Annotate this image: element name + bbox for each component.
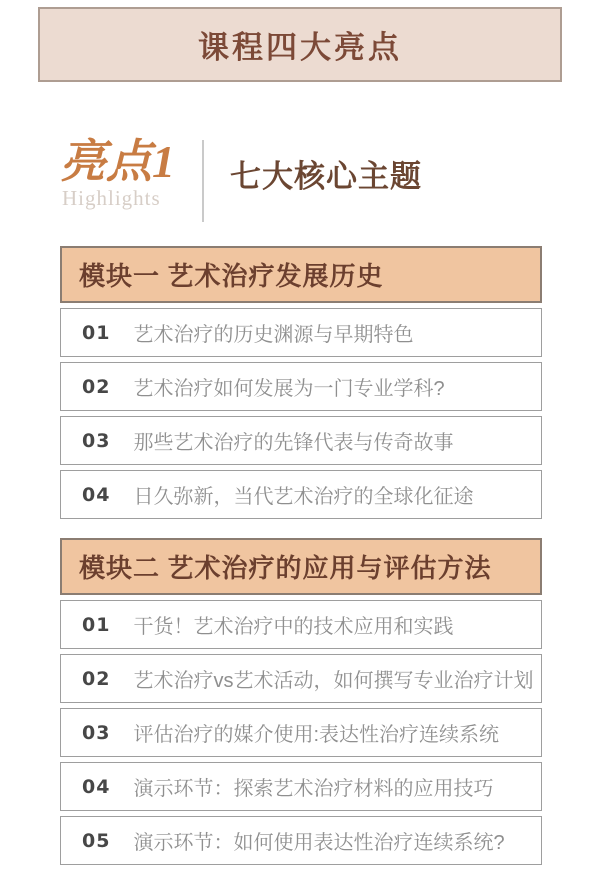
module-1 [60, 246, 542, 519]
highlight-number-label: 亮点1 [60, 136, 175, 187]
module-1-item-3 [60, 416, 542, 465]
banner-title: 课程四大亮点 [198, 30, 402, 65]
item-text: 艺术治疗vs艺术活动，如何撰写专业治疗计划 [133, 670, 534, 692]
module-2-item-3 [60, 708, 542, 757]
item-text: 演示环节：如何使用表达性治疗连续系统? [133, 832, 505, 854]
item-number: 05 [82, 829, 111, 852]
highlight-subtitle: Highlights [62, 186, 161, 211]
highlight-label-group [60, 138, 188, 209]
module-1-item-4 [60, 470, 542, 519]
module-2-item-1 [60, 600, 542, 649]
module-2-item-4 [60, 762, 542, 811]
item-text: 艺术治疗如何发展为一门专业学科? [133, 378, 445, 400]
course-highlights-banner [38, 7, 562, 82]
module-2 [60, 538, 542, 865]
module-2-item-5 [60, 816, 542, 865]
item-text: 评估治疗的媒介使用:表达性治疗连续系统 [133, 724, 500, 746]
vertical-divider [202, 140, 204, 222]
item-text: 干货！艺术治疗中的技术应用和实践 [133, 616, 454, 638]
item-text: 日久弥新，当代艺术治疗的全球化征途 [133, 486, 474, 508]
item-text: 演示环节：探索艺术治疗材料的应用技巧 [133, 778, 494, 800]
item-number: 01 [82, 321, 111, 344]
item-number: 03 [82, 721, 111, 744]
item-number: 02 [82, 667, 111, 690]
highlight-title: 七大核心主题 [230, 159, 422, 194]
item-number: 03 [82, 429, 111, 452]
item-number: 02 [82, 375, 111, 398]
item-text: 艺术治疗的历史渊源与早期特色 [133, 324, 414, 346]
module-1-item-2 [60, 362, 542, 411]
module-1-header: 模块一 艺术治疗发展历史 [60, 246, 542, 303]
item-number: 01 [82, 613, 111, 636]
module-1-item-1 [60, 308, 542, 357]
item-number: 04 [82, 775, 111, 798]
item-text: 那些艺术治疗的先锋代表与传奇故事 [133, 432, 454, 454]
module-2-item-2 [60, 654, 542, 703]
module-2-header: 模块二 艺术治疗的应用与评估方法 [60, 538, 542, 595]
item-number: 04 [82, 483, 111, 506]
highlight-1-header [60, 138, 600, 222]
